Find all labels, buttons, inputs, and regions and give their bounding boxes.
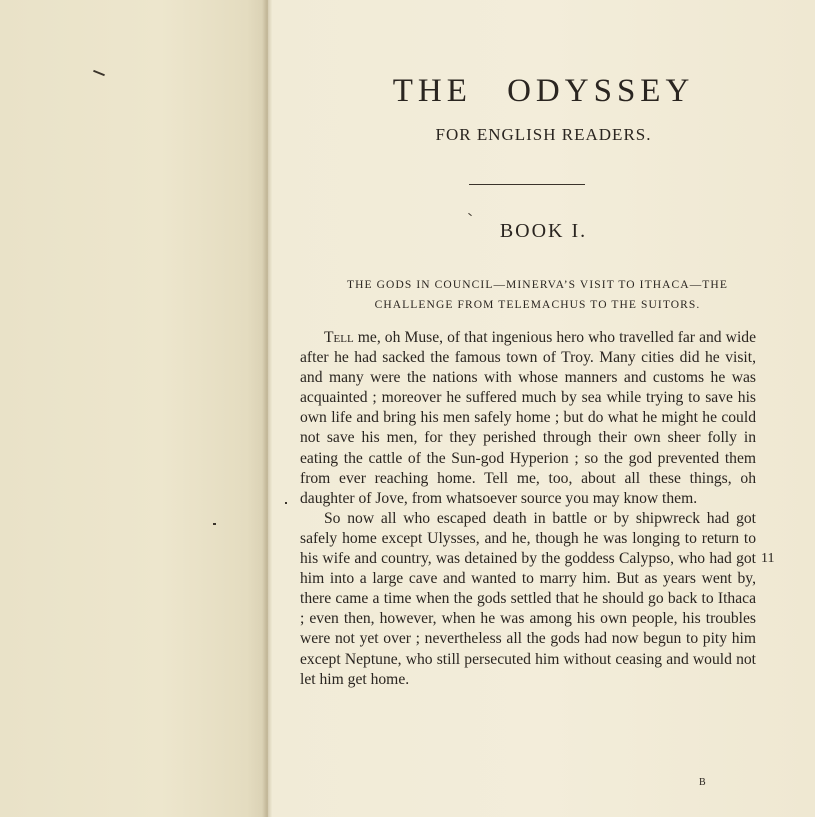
title-divider xyxy=(469,184,585,185)
paragraph xyxy=(300,328,756,509)
chapter-argument xyxy=(300,275,775,315)
opening-word: Tell xyxy=(324,329,354,346)
line-number: 11 xyxy=(761,551,775,566)
ink-speck xyxy=(285,502,287,504)
argument-line: CHALLENGE FROM TELEMACHUS TO THE SUITORS. xyxy=(374,299,701,311)
book-subtitle: FOR ENGLISH READERS. xyxy=(435,125,652,144)
body-text xyxy=(300,328,756,690)
argument-line: THE GODS IN COUNCIL—MINERVA’S VISIT TO ITHACA—THE xyxy=(347,279,728,291)
book-heading: BOOK I. xyxy=(499,220,588,242)
book-fold-shadow xyxy=(262,0,272,817)
signature-mark: B xyxy=(699,777,707,788)
paragraph: So now all who escaped death in battle or by shipwreck had got safely home except Ulysses, and he, though he was longing to return to his wife and country, was detained by the goddess Calypso, who had got him into a large cave and wanted to marry him. But as years went by, there came a time when the gods settled that he should go back to Ithaca ; even then, however, when he was among his own people, his troubles were not yet over ; nevertheless all the gods had now begun to pity him except Neptune, who still persecuted him without ceasing and would not let him get home. xyxy=(300,509,756,688)
paragraph-text: me, oh Muse, of that ingenious hero who travelled far and wide after he had sacked the famous town of Troy. Many cities did he visit, and many were the nations with whose manners and customs he was acquainted ; moreover he suffered much by sea while trying to save his own life and bring his men safely home ; but do what he might he could not save his men, for they perished through their own sheer folly in eating the cattle of the Sun-god Hyperion ; so the god prevented them from ever reaching home. Tell me, too, about all these things, oh daughter of Jove, from whatsoever source you may know them. xyxy=(300,329,756,507)
book-title: THE ODYSSEY xyxy=(392,73,695,109)
ink-speck xyxy=(213,523,216,525)
left-page-margin xyxy=(0,0,268,817)
